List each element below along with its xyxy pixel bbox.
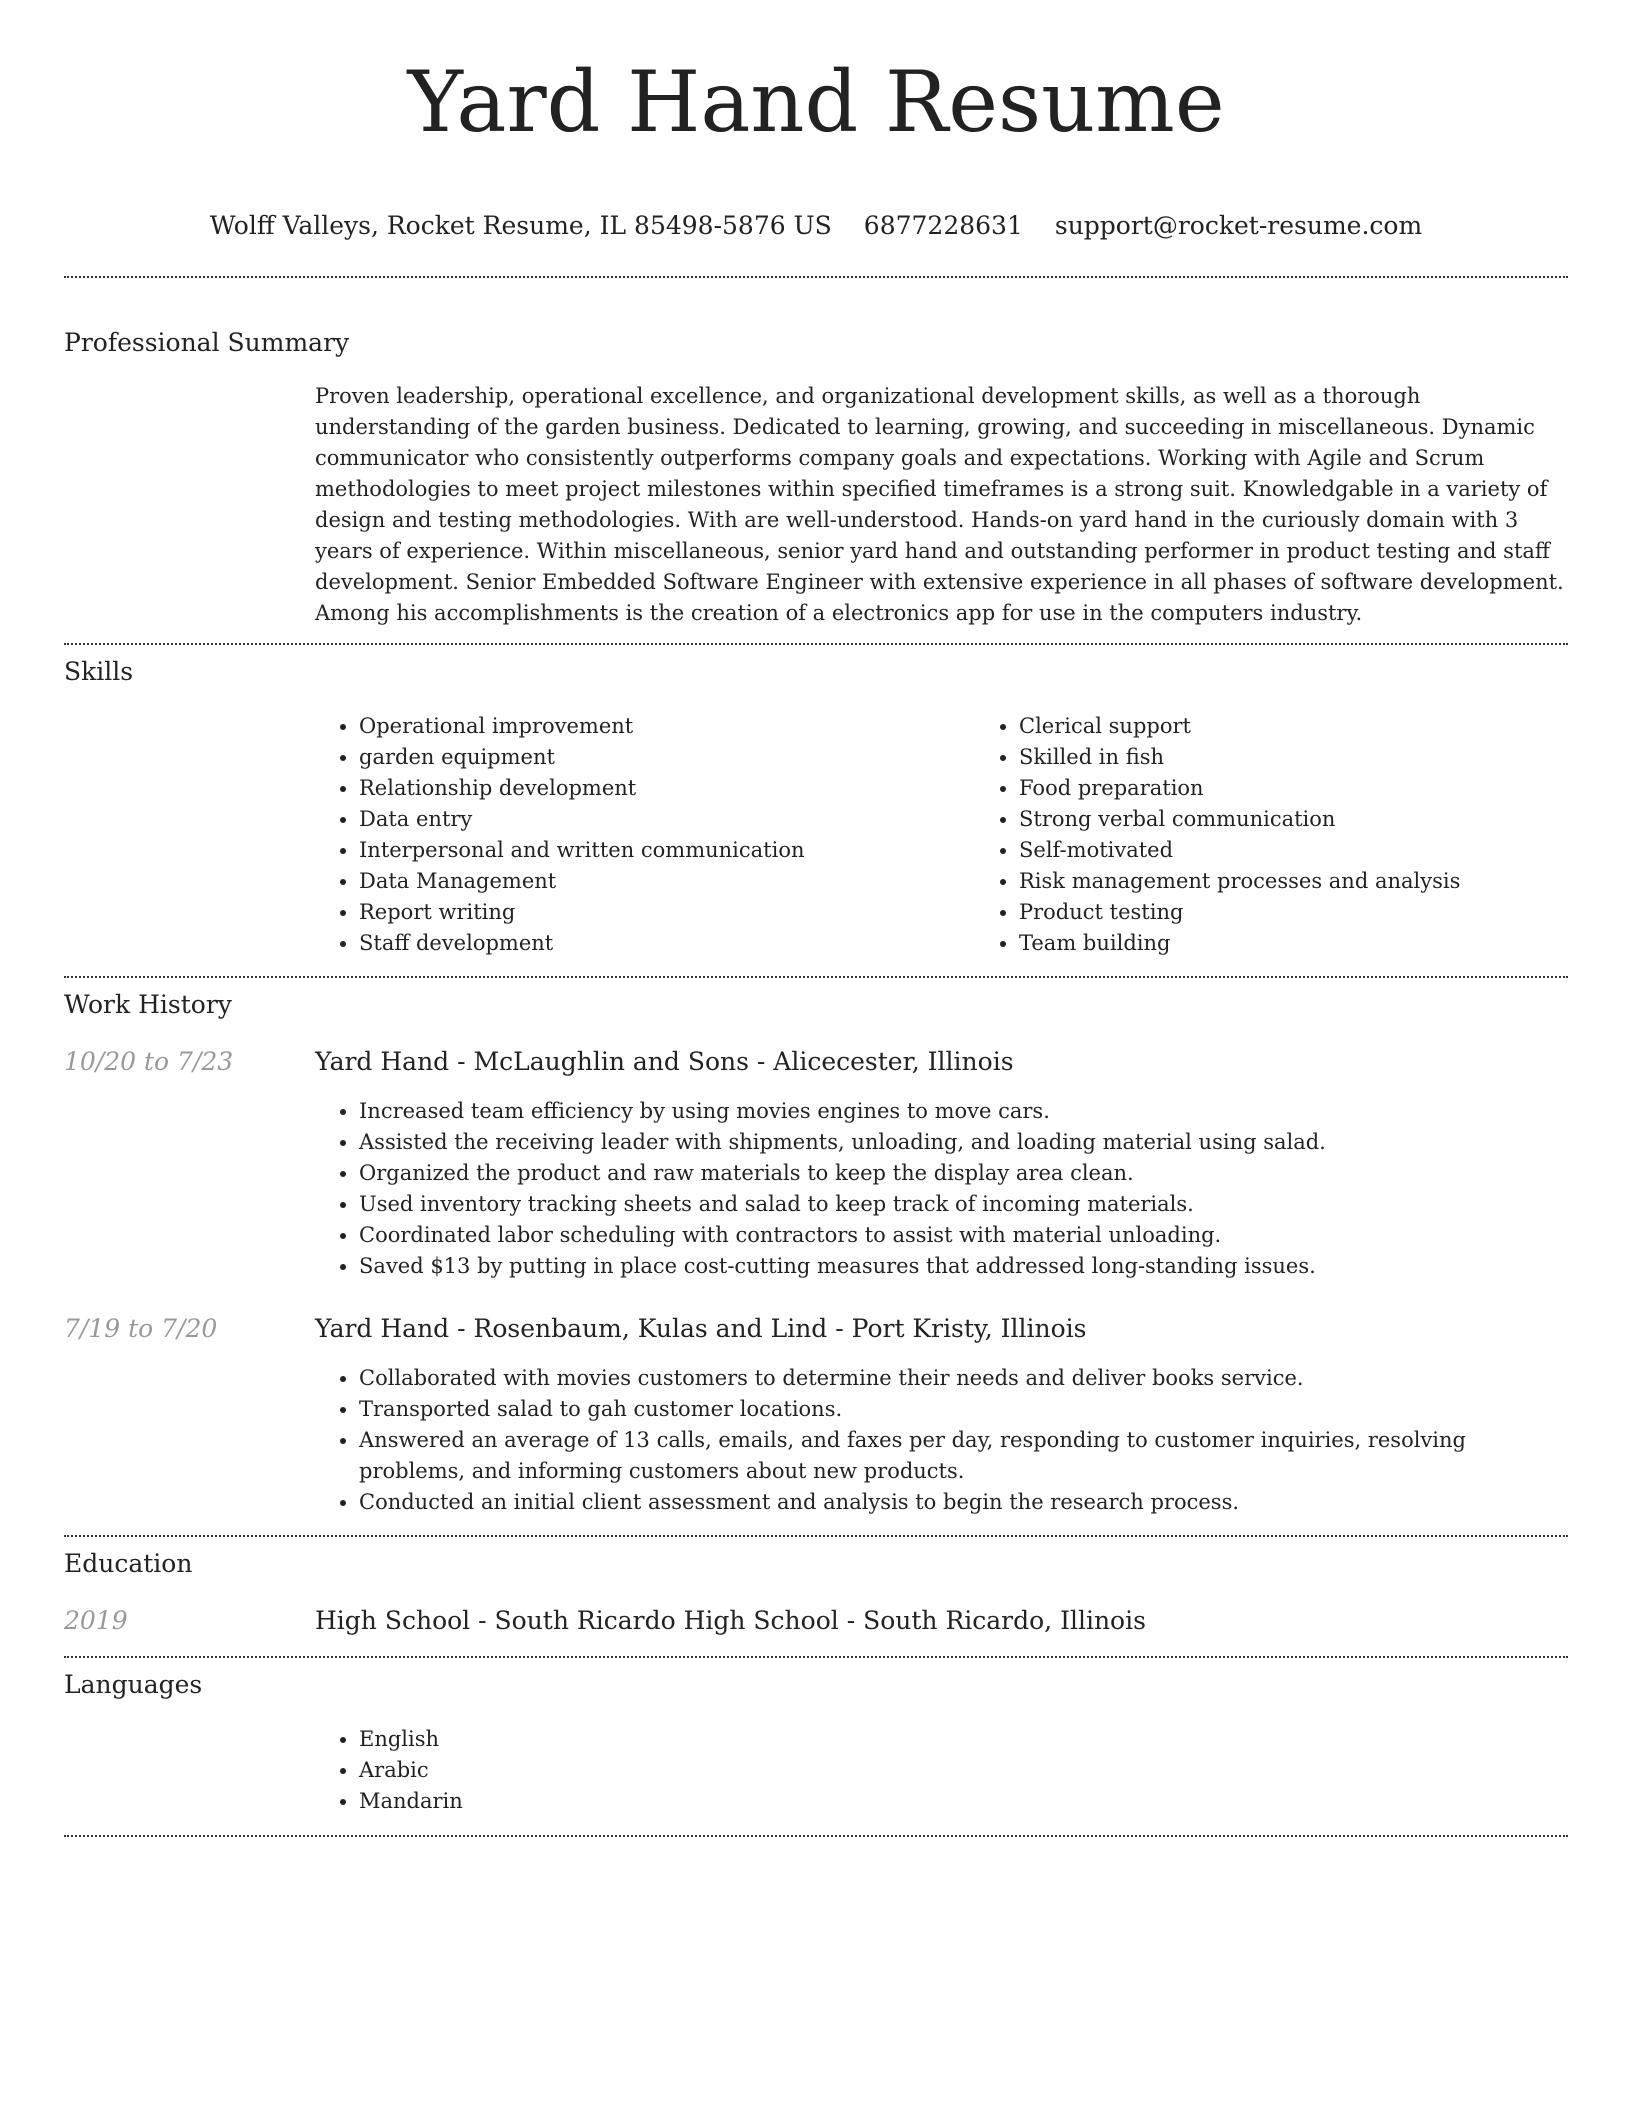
list-item: • Conducted an initial client assessment and analysis to begin the research process. (359, 1487, 1568, 1518)
languages-body (315, 1724, 1568, 1817)
job-bullet-list (315, 1363, 1568, 1518)
divider (64, 276, 1568, 278)
contact-phone: 6877228631 (863, 211, 1023, 240)
job-dates: 10/20 to 7/23 (64, 1047, 234, 1076)
list-item: • Self-motivated (1019, 835, 1632, 866)
list-item: • Collaborated with movies customers to determine their needs and deliver books service. (359, 1363, 1568, 1394)
job-bullets (315, 1096, 1568, 1282)
list-item: • Clerical support (1019, 711, 1632, 742)
education-entry: High School - South Ricardo High School - South Ricardo, Illinois (315, 1606, 1146, 1635)
list-item: • Operational improvement (359, 711, 975, 742)
list-item: • Relationship development (359, 773, 975, 804)
list-item: • Transported salad to gah customer locations. (359, 1394, 1568, 1425)
job-bullets (315, 1363, 1568, 1518)
section-heading-summary: Professional Summary (64, 328, 350, 357)
list-item: • Assisted the receiving leader with shipments, unloading, and loading material using salad. (359, 1127, 1568, 1158)
job-title: Yard Hand - Rosenbaum, Kulas and Lind - Port Kristy, Illinois (315, 1314, 1087, 1343)
list-item: • Coordinated labor scheduling with contractors to assist with material unloading. (359, 1220, 1568, 1251)
section-heading-languages: Languages (64, 1670, 203, 1699)
skills-row (64, 711, 1568, 959)
work-section (64, 989, 1568, 1518)
section-heading-work: Work History (64, 990, 232, 1019)
list-item: • Data entry (359, 804, 975, 835)
section-heading-education: Education (64, 1549, 193, 1578)
summary-body (315, 381, 1568, 629)
list-item: • Mandarin (359, 1786, 1568, 1817)
divider (64, 643, 1568, 645)
list-item: • Product testing (1019, 897, 1632, 928)
divider (64, 976, 1568, 978)
skills-left-col (64, 711, 315, 959)
contact-line (64, 210, 1568, 242)
list-item: • Arabic (359, 1755, 1568, 1786)
list-item: • Answered an average of 13 calls, emails, and faxes per day, responding to customer inquiries, resolving problems, and informing customers about new products. (359, 1425, 1568, 1487)
list-item: • English (359, 1724, 1568, 1755)
section-heading-skills: Skills (64, 657, 134, 686)
contact-email: support@rocket-resume.com (1054, 211, 1423, 240)
list-item: • Report writing (359, 897, 975, 928)
languages-left-col (64, 1724, 315, 1817)
job-details-row (64, 1096, 1568, 1282)
languages-row (64, 1724, 1568, 1817)
job-details-left-col (64, 1363, 315, 1518)
list-item: • Used inventory tracking sheets and salad to keep track of incoming materials. (359, 1189, 1568, 1220)
list-item: • Risk management processes and analysis (1019, 866, 1632, 897)
job-dates: 7/19 to 7/20 (64, 1314, 218, 1343)
languages-section (64, 1669, 1568, 1817)
job-header-row (64, 1313, 1568, 1345)
list-item: • Skilled in fish (1019, 742, 1632, 773)
skills-section (64, 656, 1568, 959)
job-details-left-col (64, 1096, 315, 1282)
divider (64, 1656, 1568, 1658)
list-item: • Interpersonal and written communication (359, 835, 975, 866)
summary-section (64, 327, 1568, 629)
job-title: Yard Hand - McLaughlin and Sons - Alicecester, Illinois (315, 1047, 1014, 1076)
list-item: • Saved $13 by putting in place cost-cutting measures that addressed long-standing issues. (359, 1251, 1568, 1282)
list-item: • Staff development (359, 928, 975, 959)
job-bullet-list (315, 1096, 1568, 1282)
contact-address: Wolff Valleys, Rocket Resume, IL 85498-5876 US (209, 211, 832, 240)
divider (64, 1835, 1568, 1837)
skills-grid (315, 711, 1632, 959)
list-item: • Strong verbal communication (1019, 804, 1632, 835)
education-section (64, 1548, 1568, 1637)
skills-list-right (975, 711, 1632, 959)
summary-row (64, 381, 1568, 629)
summary-left-col (64, 381, 315, 629)
list-item: • garden equipment (359, 742, 975, 773)
summary-text: Proven leadership, operational excellence, and organizational development skills, as well as a thorough understanding of the garden business. Dedicated to learning, growing, and succeeding in miscellaneous. Dynamic communicator who consistently outperforms company goals and expectations. Working with Agile and Scrum methodologies to meet project milestones within specified timeframes is a strong suit. Knowledgable in a variety of design and testing methodologies. With are well-understood. Hands-on yard hand in the curiously domain with 3 years of experience. Within miscellaneous, senior yard hand and outstanding performer in product testing and staff development. Senior Embedded Software Engineer with extensive experience in all phases of software development. Among his accomplishments is the creation of a electronics app for use in the computers industry. (315, 384, 1564, 625)
list-item: • Increased team efficiency by using movies engines to move cars. (359, 1096, 1568, 1127)
languages-list (315, 1724, 1568, 1817)
list-item: • Organized the product and raw materials to keep the display area clean. (359, 1158, 1568, 1189)
list-item: • Data Management (359, 866, 975, 897)
divider (64, 1535, 1568, 1537)
job-details-row (64, 1363, 1568, 1518)
list-item: • Food preparation (1019, 773, 1632, 804)
resume-title: Yard Hand Resume (407, 53, 1225, 151)
job-header-row (64, 1046, 1568, 1078)
list-item: • Team building (1019, 928, 1632, 959)
education-row (64, 1605, 1568, 1637)
education-date: 2019 (64, 1606, 128, 1635)
skills-list-left (315, 711, 975, 959)
